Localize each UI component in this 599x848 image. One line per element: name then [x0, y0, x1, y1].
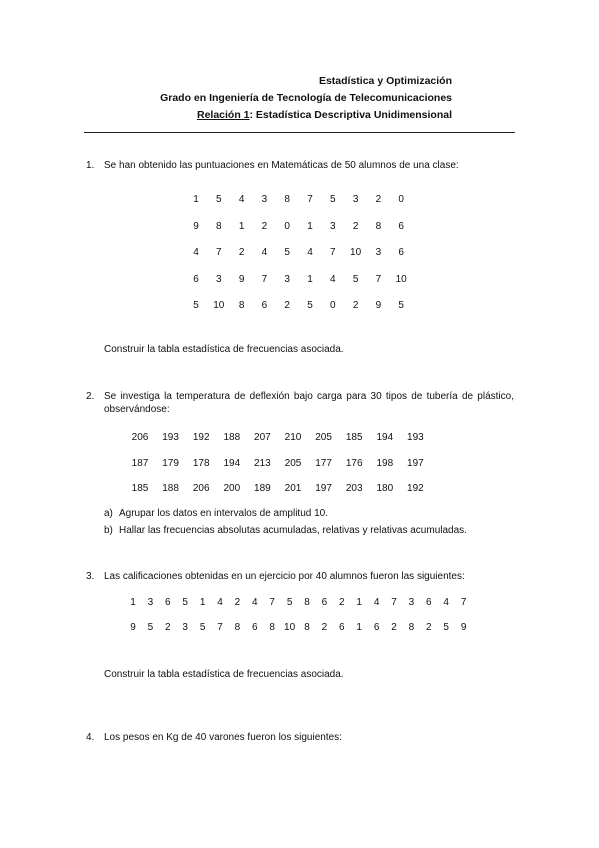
problem-4-statement: Los pesos en Kg de 40 varones fueron los siguientes: — [104, 732, 342, 743]
problem-1-data-value: 10 — [213, 300, 225, 311]
problem-2-data-value: 198 — [376, 457, 394, 469]
problem-2-data-value: 192 — [192, 432, 210, 443]
problem-1-data-value: 10 — [395, 273, 407, 285]
problem-1-data-value: 9 — [193, 220, 199, 232]
problem-2-data-value: 207 — [254, 432, 271, 443]
problem-1-data-value: 5 — [307, 300, 313, 311]
problem-1-data-value: 7 — [216, 247, 222, 258]
problem-3-data-value: 2 — [391, 622, 397, 633]
relation-subtitle: : Estadística Descriptiva Unidimensional — [249, 109, 452, 121]
problem-3-data-value: 2 — [165, 622, 171, 633]
problem-1-number: 1. — [86, 160, 95, 171]
problem-3-data-value: 2 — [234, 597, 241, 608]
problem-1-data-value: 5 — [352, 273, 359, 285]
problem-1-data-value: 2 — [352, 220, 359, 232]
problem-3-data-value: 8 — [304, 597, 310, 608]
problem-3-data-value: 1 — [356, 622, 362, 633]
problem-2-data-value: 185 — [345, 432, 363, 443]
problem-1-data-value: 3 — [216, 273, 222, 285]
problem-1-data-value: 5 — [193, 300, 199, 311]
problem-1-data-value: 8 — [216, 220, 222, 232]
problem-2-data-value: 179 — [162, 457, 179, 469]
problem-1-data-value: 1 — [238, 220, 245, 232]
problem-2-data-value: 178 — [192, 457, 210, 469]
problem-1-data-value: 2 — [261, 220, 268, 232]
problem-3-data-value: 4 — [217, 597, 223, 608]
problem-1-data-value: 1 — [307, 273, 313, 285]
problem-1-data-value: 4 — [261, 247, 268, 258]
problem-3-data-value: 9 — [130, 622, 136, 633]
problem-3-data-value: 5 — [147, 622, 154, 633]
problem-1-data-value: 7 — [375, 273, 382, 285]
problem-1-data-value: 0 — [398, 194, 404, 205]
problem-1-data-value: 6 — [193, 273, 199, 285]
problem-3-data-value: 7 — [217, 622, 223, 633]
problem-3-data-value: 4 — [373, 597, 380, 608]
problem-3-data-value: 8 — [408, 622, 415, 633]
degree-title: Grado en Ingeniería de Tecnología de Telecomunicaciones — [160, 92, 452, 104]
problem-1-data-value: 10 — [350, 247, 362, 258]
problem-3-data-value: 1 — [356, 597, 362, 608]
problem-2-data-value: 206 — [192, 483, 210, 494]
problem-3-data-value: 4 — [252, 597, 258, 608]
problem-1-data-value: 3 — [261, 194, 268, 205]
problem-1-data-value: 6 — [398, 247, 404, 258]
problem-1-data-value: 7 — [307, 194, 313, 205]
problem-1-data-value: 3 — [352, 194, 359, 205]
course-title: Estadística y Optimización — [318, 75, 452, 87]
problem-2-subitem-b-text: Hallar las frecuencias absolutas acumuladas, relativas y relativas acumuladas. — [119, 525, 467, 536]
problem-3-data-value: 5 — [286, 597, 293, 608]
problem-2-data-value: 210 — [284, 432, 302, 443]
problem-3-data-value: 8 — [234, 622, 241, 633]
problem-2-data-value: 197 — [407, 457, 424, 469]
problem-1-data-value: 4 — [238, 194, 245, 205]
problem-3-data-value: 3 — [182, 622, 188, 633]
problem-1-data-value: 5 — [398, 300, 404, 311]
problem-3-data-value: 1 — [199, 597, 206, 608]
problem-3-data-value: 6 — [252, 622, 258, 633]
problem-3-data-value: 6 — [426, 597, 432, 608]
problem-2-data-value: 203 — [345, 483, 363, 494]
problem-2-number: 2. — [86, 391, 95, 402]
problem-1-data-value: 1 — [193, 194, 199, 205]
problem-2-data-value: 194 — [376, 432, 394, 443]
problem-1-data-value: 5 — [330, 194, 336, 205]
problem-1-data-value: 2 — [375, 194, 382, 205]
problem-3-data-value: 3 — [408, 597, 415, 608]
problem-1-data-value: 5 — [216, 194, 222, 205]
problem-2-data-value: 187 — [131, 457, 149, 469]
problem-3-data-value: 2 — [321, 622, 328, 633]
problem-1-data-value: 2 — [284, 300, 290, 311]
problem-2-data-value: 213 — [254, 457, 271, 469]
problem-2-data-value: 200 — [223, 483, 241, 494]
problem-3-data-value: 8 — [269, 622, 275, 633]
problem-2-data-value: 188 — [223, 432, 241, 443]
problem-3-number: 3. — [86, 571, 95, 582]
problem-2-subitem-b-label: b) — [104, 525, 113, 536]
problem-1-data-value: 8 — [238, 300, 245, 311]
problem-3-data-value: 6 — [339, 622, 345, 633]
problem-3-data-value: 5 — [182, 597, 188, 608]
problem-3-data-value: 6 — [373, 622, 380, 633]
problem-1-data-value: 9 — [238, 273, 245, 285]
relation-number: Relación 1 — [196, 109, 250, 121]
problem-1-data-value: 3 — [284, 273, 290, 285]
problem-2-data-value: 205 — [284, 457, 302, 469]
problem-3-data-value: 5 — [443, 622, 449, 633]
header-divider — [84, 132, 515, 133]
problem-2-data-value: 189 — [254, 483, 271, 494]
problem-1-data-value: 9 — [375, 300, 382, 311]
problem-1-data-value: 8 — [284, 194, 290, 205]
problem-1-data-value: 4 — [193, 247, 199, 258]
problem-3-data-value: 6 — [321, 597, 328, 608]
problem-2-data-value: 185 — [131, 483, 149, 494]
problem-3-data-value: 10 — [284, 622, 296, 633]
problem-3-data-value: 5 — [199, 622, 206, 633]
problem-3-data-value: 8 — [304, 622, 310, 633]
problem-4-number: 4. — [86, 732, 95, 743]
problem-2-data-value: 197 — [315, 483, 332, 494]
problem-1-data-value: 3 — [375, 247, 382, 258]
problem-3-data-value: 4 — [443, 597, 449, 608]
problem-1-data-value: 4 — [330, 273, 336, 285]
problem-2-data-value: 188 — [162, 483, 179, 494]
problem-2-data-value: 205 — [315, 432, 332, 443]
problem-1-statement: Se han obtenido las puntuaciones en Matemáticas de 50 alumnos de una clase: — [104, 160, 459, 171]
document-header — [160, 73, 452, 124]
problem-2-data-value: 193 — [162, 432, 179, 443]
problem-1-data-value: 0 — [330, 300, 336, 311]
problem-1-data-value: 8 — [375, 220, 382, 232]
problem-2-data-value: 177 — [315, 457, 332, 469]
problem-3-data-value: 2 — [339, 597, 345, 608]
problem-1-data-value: 2 — [352, 300, 359, 311]
problem-2-data-value: 192 — [407, 483, 424, 494]
problem-2-subitem-a-text: Agrupar los datos en intervalos de amplitud 10. — [119, 508, 329, 519]
problem-2-data-value: 194 — [223, 457, 241, 469]
problem-3-statement: Las calificaciones obtenidas en un ejercicio por 40 alumnos fueron las siguientes: — [104, 571, 465, 582]
problem-3-data-value: 9 — [460, 622, 467, 633]
problem-3-data-value: 3 — [147, 597, 154, 608]
problem-2-data-value: 176 — [345, 457, 363, 469]
problem-2-data-value: 180 — [376, 483, 394, 494]
problem-1-data-value: 3 — [330, 220, 336, 232]
problem-3-data-value: 7 — [460, 597, 467, 608]
problem-1-task: Construir la tabla estadística de frecuencias asociada. — [104, 344, 344, 355]
problem-2-data-value: 201 — [284, 483, 302, 494]
problem-1-data-value: 2 — [238, 247, 245, 258]
problem-3-data-value: 7 — [269, 597, 275, 608]
problem-1-data-value: 0 — [284, 220, 290, 232]
problem-1-data-value: 7 — [261, 273, 268, 285]
relation-title — [160, 107, 452, 124]
problem-2-statement: Se investiga la temperatura de deflexión bajo carga para 30 tipos de tubería de plástico, observándose: — [104, 391, 514, 415]
problem-2-data-value: 193 — [407, 432, 424, 443]
problem-1-data-value: 6 — [261, 300, 268, 311]
problem-3-data-value: 2 — [426, 622, 432, 633]
problem-2-data-value: 206 — [131, 432, 149, 443]
problem-3-data-value: 6 — [165, 597, 171, 608]
problem-3-data-value: 1 — [130, 597, 136, 608]
problem-3-data-value: 7 — [391, 597, 397, 608]
problem-1-data-value: 5 — [284, 247, 290, 258]
problem-1-data-value: 4 — [307, 247, 313, 258]
problem-1-data-value: 7 — [330, 247, 336, 258]
problem-1-data-value: 1 — [307, 220, 313, 232]
problem-2-subitem-a-label: a) — [104, 508, 113, 519]
problem-1-data-value: 6 — [398, 220, 404, 232]
problem-3-task: Construir la tabla estadística de frecuencias asociada. — [104, 669, 344, 680]
